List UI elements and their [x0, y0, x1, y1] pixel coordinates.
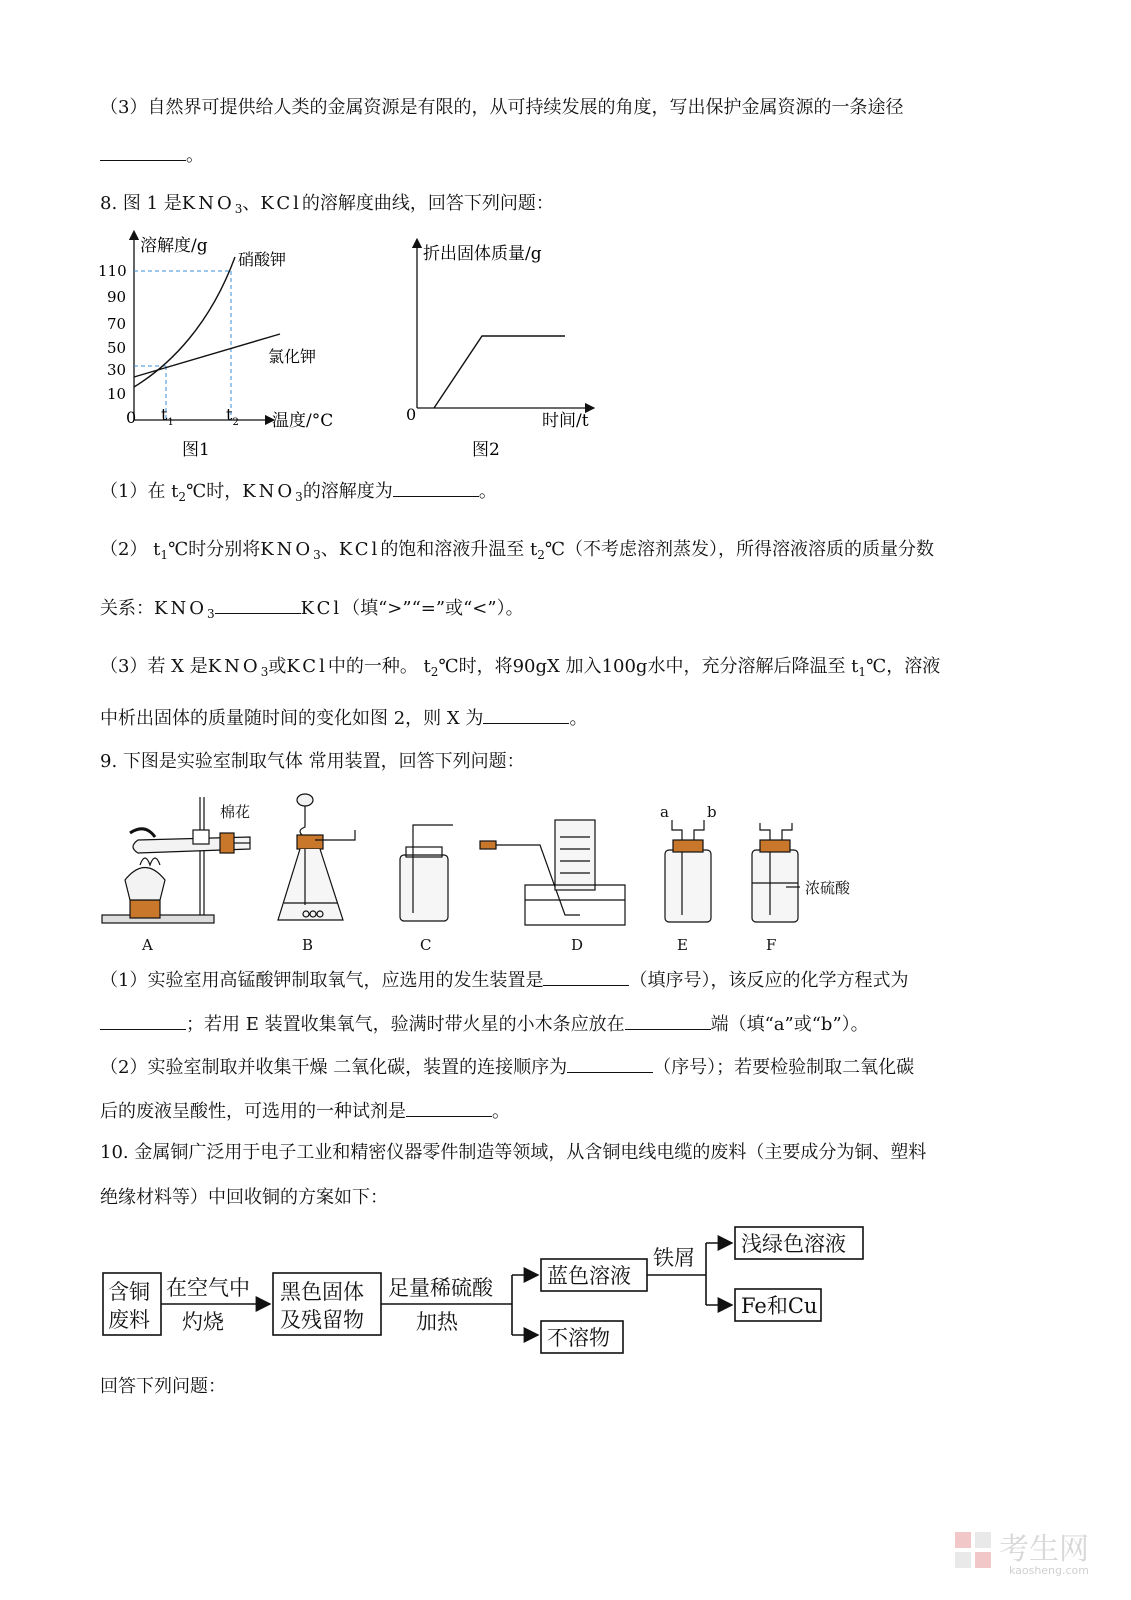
fig1-xlabel: 温度/°C	[272, 411, 334, 431]
kcl-label: 氯化钾	[268, 347, 317, 366]
fig2-xlabel: 时间/t	[542, 411, 589, 431]
blank[interactable]	[215, 595, 301, 614]
q8-part2: （2） $t_1℃$时分别将$KNO_3$、KCl的饱和溶液升温至 $t_2℃$（不考虑溶剂蒸发），所得溶液溶质的质量分数	[100, 539, 935, 562]
fig2-caption: 图2	[472, 440, 500, 460]
q9-part2-cont: 后的废液呈酸性，可选用的一种试剂是 。	[100, 1098, 510, 1124]
blank[interactable]	[100, 1011, 186, 1030]
t1-tick: $t_1$	[161, 405, 174, 428]
label-E: E	[677, 936, 688, 954]
fig1-chart	[98, 235, 333, 460]
q9-part1: （1）实验室用高锰酸钾制取氧气，应选用的发生装置是 （填序号），该反应的化学方程式为	[100, 967, 908, 993]
t2-tick: $t_2$	[226, 405, 239, 428]
box2-line2: 及残留物	[280, 1308, 364, 1332]
apparatus-f	[752, 823, 800, 922]
box4-text: 不溶物	[547, 1326, 610, 1350]
fig2-line	[434, 336, 565, 408]
kaosheng-logo-icon	[953, 1530, 993, 1570]
q8-part2-cont: 关系：$KNO_3$ KCl（填“>”“=”或“<”）。	[100, 595, 524, 626]
apparatus-b	[278, 794, 355, 920]
watermark-sub: kaosheng.com	[1008, 1564, 1089, 1577]
fig1-y-ticks	[98, 262, 127, 403]
fig1-origin: 0	[126, 408, 137, 427]
box2-line1: 黑色固体	[280, 1280, 364, 1304]
tick-50: 50	[107, 339, 127, 357]
tick-10: 10	[107, 385, 127, 403]
q10-stem-1: 10. 金属铜广泛用于电子工业和精密仪器零件制造等领域，从含铜电线电缆的废料（主要成分为铜、塑料	[100, 1142, 927, 1163]
blank[interactable]	[567, 1054, 653, 1073]
tick-70: 70	[107, 315, 127, 333]
fig2-chart	[406, 243, 590, 460]
box1-line1: 含铜	[108, 1280, 150, 1304]
q9-stem: 9. 下图是实验室制取气体 常用装置，回答下列问题：	[100, 751, 525, 772]
label-b: b	[707, 803, 717, 821]
q8-part3: （3）若 X 是$KNO_3$或KCl中的一种。 $t_2℃$时，将90gX 加入100g水中，充分溶解后降温至 $t_1℃$，溶液	[100, 656, 941, 679]
box3-text: 蓝色溶液	[547, 1264, 631, 1288]
blank[interactable]	[625, 1011, 711, 1030]
fig1-caption: 图1	[182, 440, 210, 460]
q7-answer-line: 。	[100, 142, 204, 168]
q8-part1: （1）在 $t_2℃$时，$KNO_3$的溶解度为 。	[100, 478, 497, 509]
fig2-ylabel: 折出固体质量/g	[423, 244, 542, 264]
apparatus-d	[480, 820, 625, 925]
q8-stem: 8. 图 1 是$KNO_3$、KCl的溶解度曲线，回答下列问题：	[100, 193, 554, 216]
step2-top: 足量稀硫酸	[388, 1276, 493, 1300]
label-acid: 浓硫酸	[805, 879, 851, 897]
kno3-curve	[134, 257, 235, 387]
blank[interactable]	[393, 478, 479, 497]
q7-part3: （3）自然界可提供给人类的金属资源是有限的，从可持续发展的角度，写出保护金属资源的一条途径	[100, 97, 904, 118]
apparatus-c	[400, 825, 453, 921]
q10-stem-2: 绝缘材料等）中回收铜的方案如下：	[100, 1187, 388, 1208]
q10-after: 回答下列问题：	[100, 1376, 226, 1397]
label-cotton: 棉花	[220, 803, 251, 821]
blank[interactable]	[483, 705, 569, 724]
kno3-label: 硝酸钾	[238, 250, 287, 269]
watermark	[953, 1530, 1089, 1577]
fig2-origin: 0	[406, 405, 417, 424]
q10-flowchart	[100, 1225, 880, 1365]
step1-bottom: 灼烧	[182, 1310, 224, 1334]
q9-part2: （2）实验室制取并收集干燥 二氧化碳，装置的连接顺序为 （序号）；若要检验制取二氧化碳	[100, 1054, 914, 1080]
kcl-curve	[134, 334, 280, 377]
step3-text: 铁屑	[653, 1246, 695, 1270]
tick-30: 30	[107, 361, 127, 379]
q9-part1-cont: ；若用 E 装置收集氧气，验满时带火星的小木条应放在 端（填“a”或“b”）。	[100, 1011, 869, 1037]
label-D: D	[571, 936, 584, 954]
box1-line2: 废料	[108, 1308, 150, 1332]
step2-bottom: 加热	[416, 1310, 458, 1334]
box6-text: Fe和Cu	[741, 1294, 818, 1318]
blank[interactable]	[406, 1098, 492, 1117]
tick-110: 110	[98, 262, 127, 280]
label-a: a	[660, 803, 669, 821]
label-A: A	[142, 936, 153, 954]
watermark-text: 考生网	[999, 1532, 1089, 1567]
q8-part3-cont: 中析出固体的质量随时间的变化如图 2，则 X 为 。	[100, 705, 587, 731]
q9-apparatus	[100, 785, 900, 960]
box5-text: 浅绿色溶液	[741, 1232, 846, 1256]
blank[interactable]	[543, 967, 629, 986]
label-B: B	[302, 936, 314, 954]
tick-90: 90	[107, 288, 127, 306]
blank[interactable]	[100, 142, 186, 161]
apparatus-e	[665, 820, 711, 922]
label-F: F	[766, 936, 777, 954]
fig1-ylabel: 溶解度/g	[140, 236, 208, 256]
q8-figures	[90, 225, 610, 465]
label-C: C	[420, 936, 432, 954]
step1-top: 在空气中	[166, 1276, 250, 1300]
